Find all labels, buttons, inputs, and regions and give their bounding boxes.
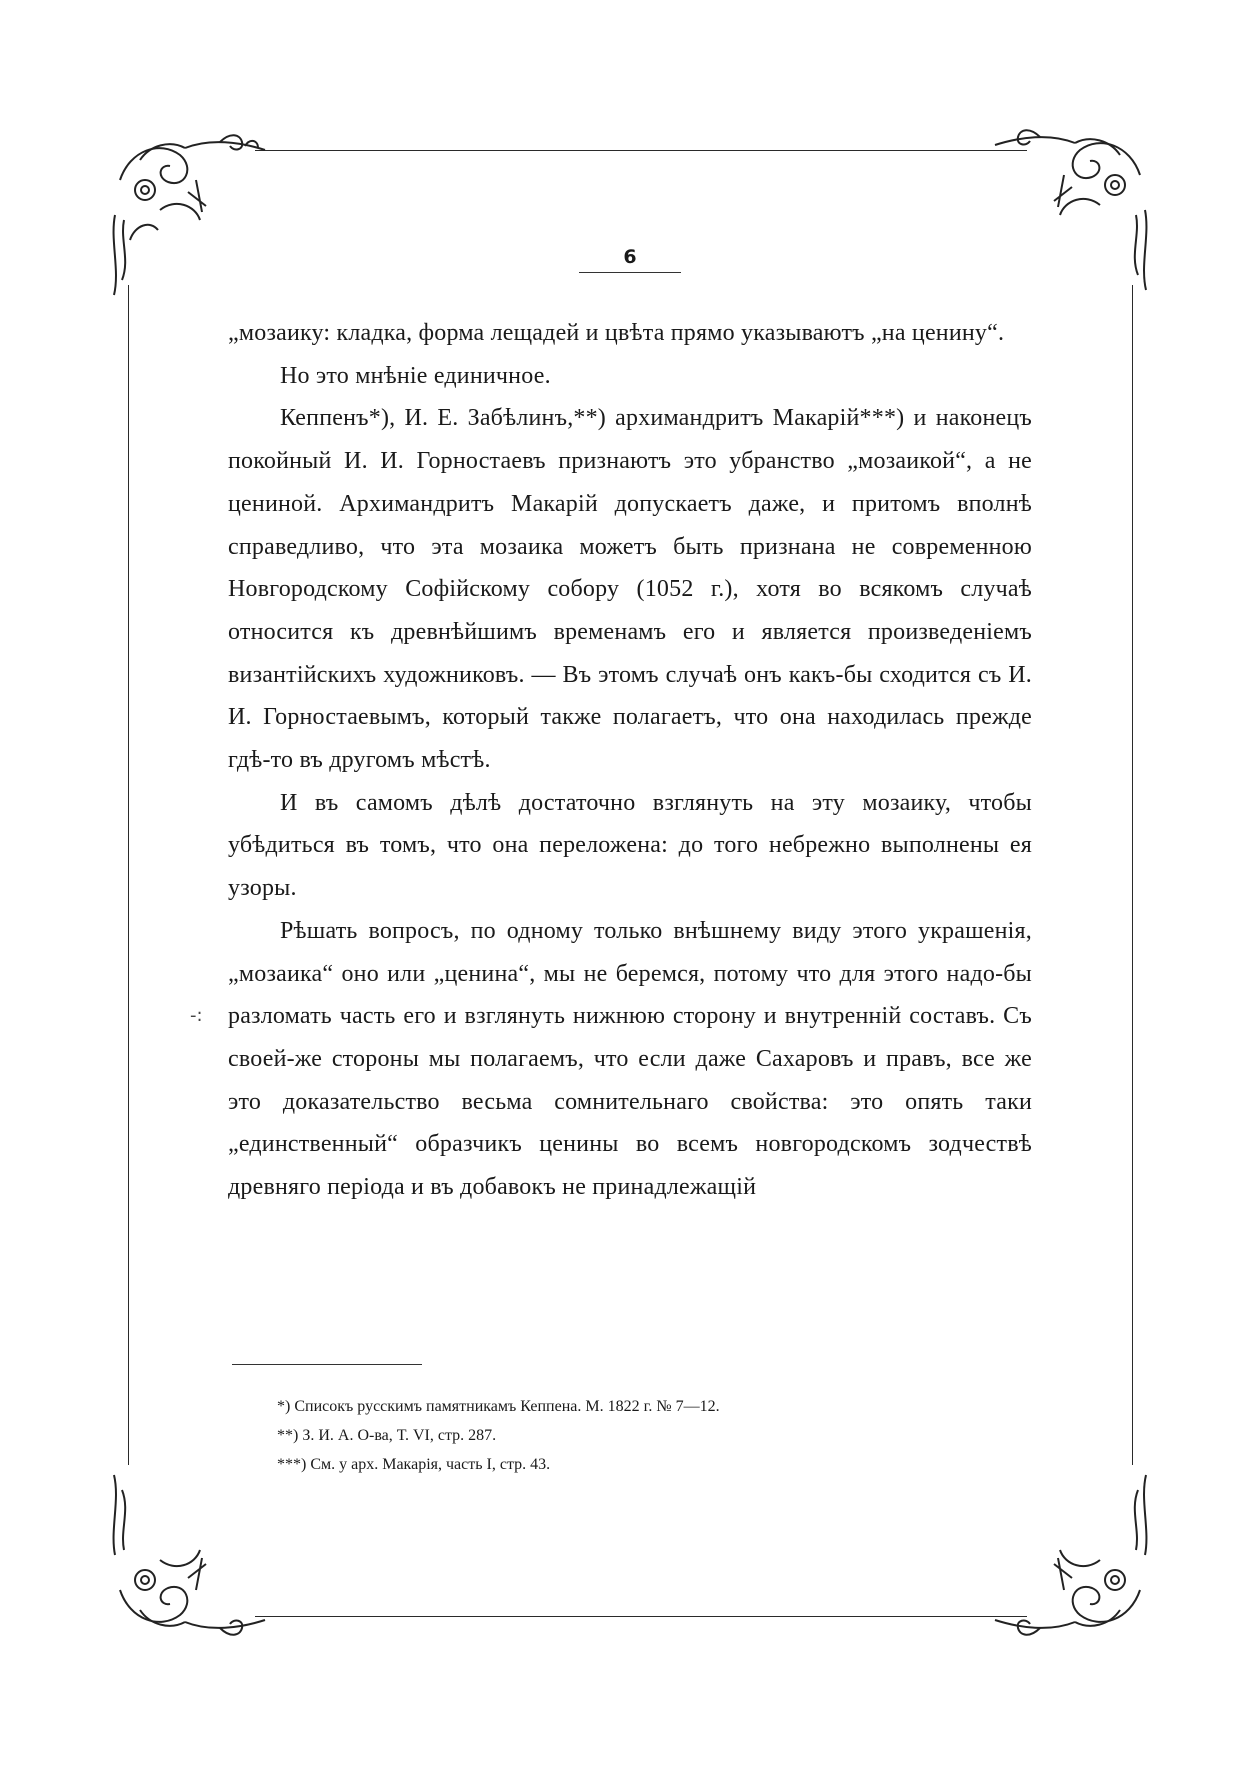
frame-right-line — [1132, 285, 1133, 1465]
footnote: *) Списокъ русскимъ памятникамъ Кеппена. М. 1822 г. № 7—12. — [277, 1398, 720, 1415]
page-number: 6 — [623, 246, 637, 268]
frame-left-line — [128, 285, 129, 1465]
footnote: **) З. И. А. О-ва, Т. VI, стр. 287. — [277, 1427, 497, 1444]
footnote-rule — [232, 1364, 422, 1365]
paragraph: „мозаику: кладка, форма лещадей и цвѣта прямо указываютъ „на ценину“. — [228, 320, 1005, 346]
body-text — [228, 312, 1032, 1209]
corner-ornament-top-right — [990, 115, 1160, 295]
margin-mark: ‑: — [190, 1005, 203, 1026]
paragraph: Но это мнѣніе единичное. — [280, 362, 551, 389]
corner-ornament-bottom-right — [990, 1470, 1160, 1650]
paragraph: Рѣшать вопросъ, по одному только внѣшнему виду этого украшенія, „мозаика“ оно или „ценина“, мы не беремся, потому что для этого надо-бы разломать часть его и взглянуть нижнюю сторону и внутренній составъ. Съ своей-же стороны мы полагаемъ, что если даже Сахаровъ и правъ, все же это доказательство весьма сомнительнаго свойства: это опять таки „единственный“ образчикъ ценины во всемъ новгородскомъ зодчествѣ древняго періода и въ добавокъ не принадлежащій — [228, 917, 1032, 1201]
corner-ornament-top-left — [100, 120, 270, 300]
page-number-rule — [579, 272, 681, 273]
footnote: ***) См. у арх. Макарія, часть I, стр. 43. — [277, 1456, 551, 1473]
paragraph: И въ самомъ дѣлѣ достаточно взглянуть на эту мозаику, чтобы убѣдиться въ томъ, что она переложена: до того небрежно выполнены ея узоры. — [228, 789, 1032, 902]
footnotes — [277, 1392, 977, 1479]
frame-bottom-line — [255, 1616, 1027, 1617]
paragraph: Кеппенъ*), И. Е. Забѣлинъ,**) архимандритъ Макарій***) и наконецъ покойный И. И. Горностаевъ признаютъ это убранство „мозаикой“, а не цениной. Архимандритъ Макарій допускаетъ даже, и притомъ вполнѣ справедливо, что эта мозаика можетъ быть признана не современною Новгородскому Софійскому собору (1052 г.), хотя во всякомъ случаѣ относится къ древнѣйшимъ временамъ его и является произведеніемъ византійскихъ художниковъ. — Въ этомъ случаѣ онъ какъ-бы сходится съ И. И. Горностаевымъ, который также полагаетъ, что она находилась прежде гдѣ-то въ другомъ мѣстѣ. — [228, 405, 1032, 774]
frame-top-line — [255, 150, 1027, 151]
corner-ornament-bottom-left — [100, 1470, 270, 1650]
